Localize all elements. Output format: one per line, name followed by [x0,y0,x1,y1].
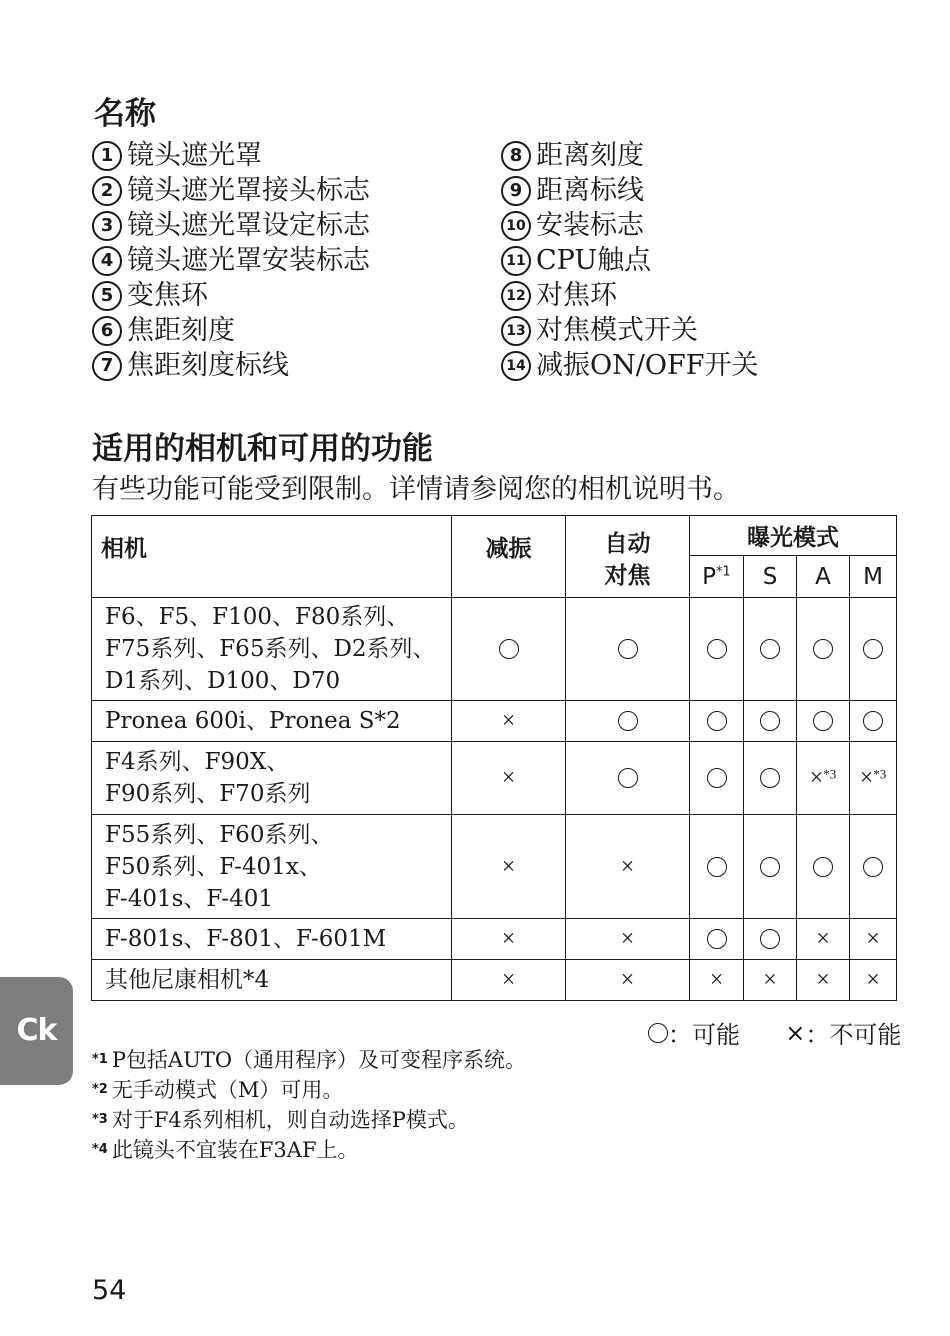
camera-model-line: Pronea 600i、Pronea S*2 [105,708,401,734]
header-autofocus [566,516,690,598]
available-circle [707,857,727,877]
camera-model-cell [92,960,452,1001]
part-number-icon: 4 [92,246,122,276]
table-row [92,960,897,1001]
cell-p [690,960,744,1001]
cell-m [850,701,897,742]
part-number-icon: 1 [92,141,122,171]
header-vr: 减振 [452,516,566,598]
part-label: 减振ON/OFF开关 [536,350,759,381]
cell-p [690,919,744,960]
unavailable-mark: × [866,926,880,952]
header-mode-m: M [850,556,897,598]
unavailable-mark: × [866,967,880,993]
camera-model-cell [92,598,452,701]
part-label: 镜头遮光罩 [127,140,262,171]
part-item [92,138,370,173]
part-number-icon: 5 [92,281,122,311]
available-circle [813,711,833,731]
footnote-item [92,1135,526,1165]
cell-m [850,919,897,960]
footnote-mark: *3 [92,1112,108,1127]
camera-model-line: F50系列、F-401x、 [105,853,322,880]
compatibility-note: 有些功能可能受到限制。详情请参阅您的相机说明书。 [92,474,740,505]
legend-possible-label: ：可能 [668,1021,740,1049]
cell-af [566,701,690,742]
cell-p [690,701,744,742]
part-number-icon: 8 [501,141,531,171]
parts-list-left [92,138,370,383]
cell-a [797,919,850,960]
legend-impossible-label: ：不可能 [805,1021,902,1049]
unavailable-mark: × [501,765,516,791]
part-label: 变焦环 [127,280,208,311]
part-label: 镜头遮光罩接头标志 [127,175,370,206]
header-camera: 相机 [92,516,452,598]
unavailable-mark: × [763,967,777,993]
cell-vr [452,742,566,815]
part-number-icon: 3 [92,211,122,241]
footnote-item [92,1105,526,1135]
unavailable-mark: × [501,708,516,734]
camera-model-line: F-401s、F-401 [105,885,273,912]
unavailable-mark: × [501,853,516,880]
part-label: CPU触点 [536,245,652,276]
available-circle [760,857,780,877]
camera-model-line: F90系列、F70系列 [105,781,311,807]
footnote-text: 无手动模式（M）可用。 [111,1078,344,1102]
table-row [92,742,897,815]
table-row [92,919,897,960]
part-item [92,278,370,313]
header-autofocus-line2: 对焦 [604,563,651,589]
part-item [501,348,758,383]
unavailable-mark: × [620,853,635,880]
part-item [92,313,370,348]
cell-a [797,701,850,742]
part-number-icon: 12 [501,281,531,311]
available-circle [813,857,833,877]
cell-vr [452,815,566,919]
available-circle [618,768,638,788]
cell-m [850,960,897,1001]
cell-af [566,919,690,960]
available-circle [707,768,727,788]
page-number: 54 [92,1275,127,1306]
header-exposure-mode: 曝光模式 [690,516,897,556]
unavailable-mark: × [709,967,724,993]
part-label: 镜头遮光罩设定标志 [127,210,370,241]
part-item [92,173,370,208]
part-label: 对焦环 [536,280,617,311]
part-item [92,243,370,278]
part-number-icon: 6 [92,316,122,346]
cell-af [566,815,690,919]
part-number-icon: 11 [501,246,531,276]
available-circle [707,929,727,949]
part-item [501,243,758,278]
part-number-icon: 2 [92,176,122,206]
header-mode-a: A [797,556,850,598]
table-row [92,815,897,919]
cell-af [566,960,690,1001]
compatibility-table [91,515,897,1001]
available-circle [760,711,780,731]
available-circle [760,929,780,949]
cell-m [850,598,897,701]
section-title-names: 名称 [94,96,156,132]
legend [648,1015,901,1050]
cell-a [797,598,850,701]
camera-model-line: F55系列、F60系列、 [105,821,334,848]
part-item [92,208,370,243]
cell-m [850,742,897,815]
header-mode-p: $P^{*1}$ [690,556,744,598]
cell-af [566,742,690,815]
part-item [92,348,370,383]
part-label: 焦距刻度标线 [127,350,289,381]
part-label: 距离标线 [536,175,644,206]
parts-list-right [501,138,758,383]
available-circle [707,639,727,659]
footnote-item [92,1075,526,1105]
cell-vr [452,919,566,960]
part-item [501,278,758,313]
part-number-icon: 13 [501,316,531,346]
cell-p [690,598,744,701]
part-item [501,208,758,243]
part-label: 对焦模式开关 [536,315,698,346]
part-label: 镜头遮光罩安装标志 [127,245,370,276]
camera-model-line: F6、F5、F100、F80系列、 [105,604,410,630]
available-circle [707,711,727,731]
footnote-text: P包括AUTO（通用程序）及可变程序系统。 [111,1048,527,1072]
cell-s [744,701,797,742]
camera-model-cell [92,919,452,960]
cell-a [797,742,850,815]
chapter-tab [0,977,73,1085]
cell-a [797,815,850,919]
cell-p [690,742,744,815]
cell-p [690,815,744,919]
legend-possible-circle [648,1023,668,1043]
cell-af [566,598,690,701]
cell-vr [452,960,566,1001]
header-mode-p-note: *1 [716,563,731,579]
available-circle [863,711,883,731]
camera-model-line: 其他尼康相机*4 [105,967,270,993]
part-item [501,173,758,208]
part-label: 距离刻度 [536,140,644,171]
camera-model-line: F4系列、F90X、 [105,749,290,775]
part-label: 安装标志 [536,210,644,241]
unavailable-mark: × [620,926,635,952]
unavailable-mark: × [816,926,830,952]
unavailable-mark: × [501,967,516,993]
available-circle [499,639,519,659]
chapter-tab-label: Ck [16,1013,57,1048]
part-number-icon: 10 [501,211,531,241]
camera-model-line: D1系列、D100、D70 [105,668,341,694]
cell-a [797,960,850,1001]
available-circle [863,857,883,877]
footnote-text: 此镜头不宜装在F3AF上。 [111,1138,359,1162]
header-mode-s: S [744,556,797,598]
available-circle [760,768,780,788]
camera-model-line: F-801s、F-801、F-601M [105,926,387,952]
part-number-icon: 7 [92,351,122,381]
available-circle [813,639,833,659]
footnotes [92,1045,526,1165]
available-circle [618,711,638,731]
part-label: 焦距刻度 [127,315,235,346]
camera-model-cell [92,815,452,919]
section-title-compatibility: 适用的相机和可用的功能 [92,431,433,467]
table-row [92,701,897,742]
cell-vr [452,701,566,742]
available-circle [863,639,883,659]
camera-model-cell [92,701,452,742]
part-number-icon: 9 [501,176,531,206]
cell-s [744,598,797,701]
cell-s [744,742,797,815]
camera-model-line: F75系列、F65系列、D2系列、 [105,636,436,662]
table-row [92,598,897,701]
part-item [501,313,758,348]
unavailable-mark: × [816,967,830,993]
footnote-text: 对于F4系列相机，则自动选择P模式。 [111,1108,469,1132]
part-number-icon: 14 [501,351,531,381]
legend-impossible-mark: × [785,1018,806,1047]
unavailable-mark: × [809,765,824,791]
cell-footnote-mark: *3 [873,766,887,782]
cell-vr [452,598,566,701]
available-circle [760,639,780,659]
footnote-mark: *2 [92,1082,108,1097]
footnote-mark: *4 [92,1142,108,1157]
footnote-mark: *1 [92,1052,108,1067]
unavailable-mark: × [620,967,635,993]
part-item [501,138,758,173]
unavailable-mark: × [859,765,874,791]
header-autofocus-line1: 自动 [604,531,651,557]
unavailable-mark: × [501,926,516,952]
cell-s [744,815,797,919]
camera-model-cell [92,742,452,815]
cell-s [744,960,797,1001]
cell-m [850,815,897,919]
cell-footnote-mark: *3 [823,766,837,782]
footnote-item [92,1045,526,1075]
cell-s [744,919,797,960]
available-circle [618,639,638,659]
